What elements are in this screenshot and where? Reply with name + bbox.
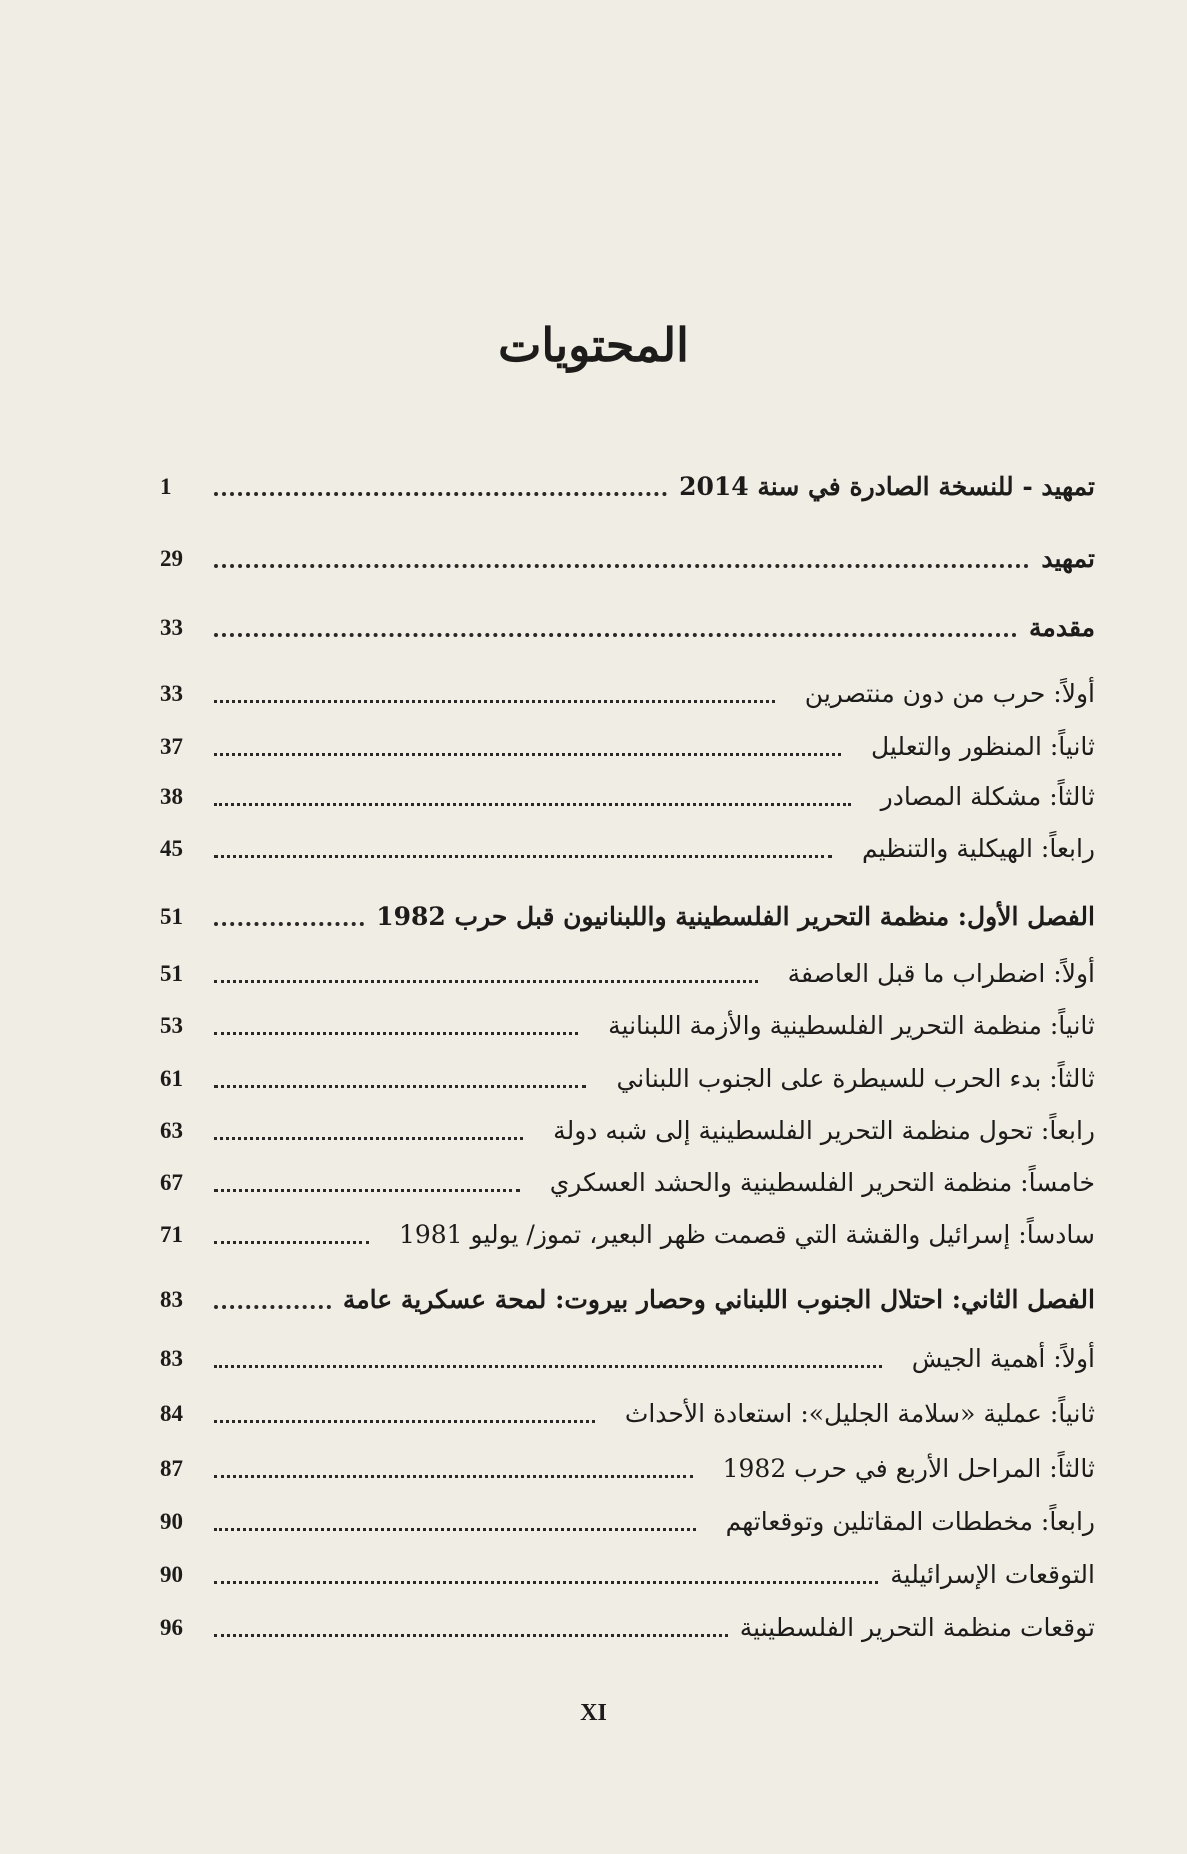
dot-leader [214, 855, 832, 858]
toc-entry [160, 725, 1095, 765]
toc-entry-title: ثالثاً: المراحل الأربع في حرب 1982 [722, 1454, 1095, 1483]
page-title: المحتويات [498, 318, 689, 372]
toc-entry-title: رابعاً: مخططات المقاتلين وتوقعاتهم [725, 1507, 1095, 1536]
toc-entry [160, 465, 1095, 505]
toc-entry-page: 83 [160, 1287, 183, 1312]
toc-entry-title: أولاً: أهمية الجيش [911, 1344, 1095, 1373]
page-number: XI [580, 1700, 607, 1726]
dot-leader [214, 1475, 693, 1478]
toc-entry-title: أولاً: حرب من دون منتصرين [804, 679, 1095, 708]
toc-entry-title: خامساً: منظمة التحرير الفلسطينية والحشد العسكري [549, 1168, 1095, 1197]
dot-leader [214, 1305, 331, 1309]
dot-leader [214, 980, 758, 983]
toc-entry [160, 1109, 1095, 1149]
toc-entry-page: 67 [160, 1170, 183, 1195]
toc-entry [160, 1392, 1095, 1432]
toc-entry-title: الفصل الثاني: احتلال الجنوب اللبناني وحصار بيروت: لمحة عسكرية عامة [342, 1285, 1095, 1314]
toc-entry [160, 827, 1095, 867]
dot-leader [214, 633, 1017, 637]
toc-entry-page: 61 [160, 1066, 183, 1091]
toc-entry [160, 606, 1095, 646]
dot-leader [214, 564, 1029, 568]
toc-entry [160, 1057, 1095, 1097]
toc-entry-page: 63 [160, 1118, 183, 1143]
toc-entry-title: ثالثاً: مشكلة المصادر [880, 782, 1095, 811]
dot-leader [214, 492, 667, 496]
dot-leader [214, 1189, 520, 1192]
toc-entry-page: 33 [160, 615, 183, 640]
toc-entry-page: 90 [160, 1562, 183, 1587]
toc-entry-title: الفصل الأول: منظمة التحرير الفلسطينية واللبنانيون قبل حرب 1982 [376, 902, 1095, 931]
toc-entry-title: ثانياً: عملية «سلامة الجليل»: استعادة الأحداث [624, 1399, 1095, 1428]
toc-entry [160, 952, 1095, 992]
toc-entry [160, 672, 1095, 712]
dot-leader [214, 1085, 586, 1088]
toc-entry-title: سادساً: إسرائيل والقشة التي قصمت ظهر البعير، تموز/ يوليو 1981 [398, 1220, 1095, 1249]
toc-entry [160, 1553, 1095, 1593]
toc-entry-page: 51 [160, 961, 183, 986]
toc-entry-page: 84 [160, 1401, 183, 1426]
toc-entry-page: 83 [160, 1346, 183, 1371]
toc-entry-title: ثالثاً: بدء الحرب للسيطرة على الجنوب اللبناني [616, 1064, 1095, 1093]
dot-leader [214, 753, 841, 756]
dot-leader [214, 1581, 878, 1584]
toc-entry-title: تمهيد [1041, 544, 1095, 573]
toc-entry-page: 71 [160, 1222, 183, 1247]
dot-leader [214, 700, 775, 703]
dot-leader [214, 1420, 595, 1423]
toc-entry-page: 37 [160, 734, 183, 759]
toc-entry [160, 775, 1095, 815]
toc-entry [160, 895, 1095, 935]
toc-entry-page: 33 [160, 681, 183, 706]
toc-entry-title: رابعاً: الهيكلية والتنظيم [861, 834, 1095, 863]
toc-entry-page: 1 [160, 474, 172, 499]
toc-entry-page: 87 [160, 1456, 183, 1481]
toc-entry-title: تمهيد - للنسخة الصادرة في سنة 2014 [679, 472, 1095, 501]
dot-leader [214, 922, 364, 926]
toc-entry-page: 51 [160, 904, 183, 929]
toc-entry-page: 53 [160, 1013, 183, 1038]
toc-entry-page: 45 [160, 836, 183, 861]
dot-leader [214, 803, 851, 806]
dot-leader [214, 1365, 882, 1368]
dot-leader [214, 1634, 728, 1637]
dot-leader [214, 1137, 523, 1140]
toc-entry-title: ثانياً: المنظور والتعليل [870, 732, 1095, 761]
toc-entry-title: أولاً: اضطراب ما قبل العاصفة [787, 959, 1095, 988]
toc-entry-title: ثانياً: منظمة التحرير الفلسطينية والأزمة اللبنانية [608, 1011, 1095, 1040]
toc-entry [160, 1500, 1095, 1540]
toc-entry [160, 1213, 1095, 1253]
toc-entry [160, 1004, 1095, 1044]
toc-entry-page: 96 [160, 1615, 183, 1640]
toc-entry [160, 1606, 1095, 1646]
toc-entry-title: مقدمة [1029, 613, 1095, 642]
dot-leader [214, 1032, 578, 1035]
toc-entry [160, 537, 1095, 577]
toc-entry-title: توقعات منظمة التحرير الفلسطينية [739, 1613, 1095, 1642]
toc-entry [160, 1161, 1095, 1201]
toc-entry-page: 90 [160, 1509, 183, 1534]
toc-entry-page: 38 [160, 784, 183, 809]
dot-leader [214, 1528, 696, 1531]
toc-entry [160, 1447, 1095, 1487]
toc-entry-title: التوقعات الإسرائيلية [890, 1560, 1095, 1589]
toc-entry-page: 29 [160, 546, 183, 571]
toc-entry [160, 1337, 1095, 1377]
toc-entry-title: رابعاً: تحول منظمة التحرير الفلسطينية إلى شبه دولة [553, 1116, 1095, 1145]
dot-leader [214, 1241, 369, 1244]
toc-entry [160, 1278, 1095, 1318]
